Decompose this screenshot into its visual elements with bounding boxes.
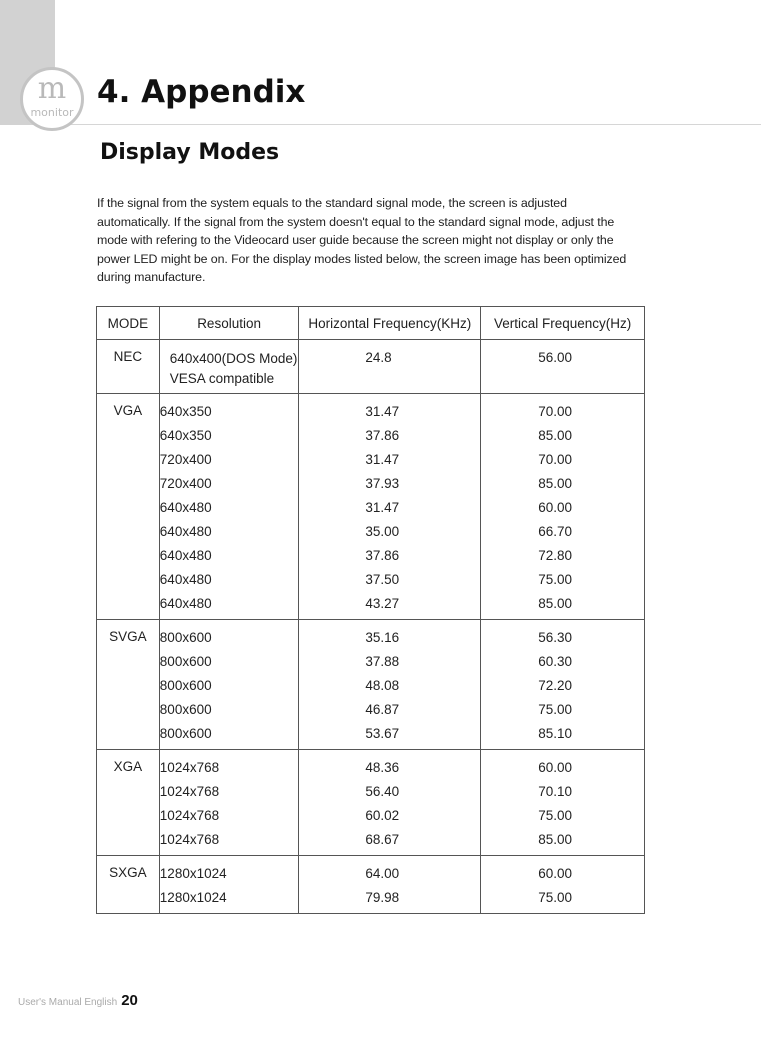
resolution: 720x400 bbox=[159, 452, 212, 467]
vfreq-value: 72.80 bbox=[538, 548, 573, 563]
header-horizontal-frequency: Horizontal Frequency(KHz) bbox=[299, 307, 481, 340]
resolution: 640x480 bbox=[159, 524, 212, 539]
vfreq-value: 70.00 bbox=[538, 452, 573, 467]
mode-cell: XGA bbox=[97, 750, 160, 856]
hfreq-value: 64.00 bbox=[365, 866, 400, 881]
hfreq-value: 31.47 bbox=[365, 404, 400, 419]
hfreq-cell bbox=[299, 394, 481, 620]
table-row-nec bbox=[97, 340, 645, 394]
mode-cell: NEC bbox=[97, 340, 160, 394]
header-divider bbox=[55, 124, 761, 125]
hfreq-value: 48.08 bbox=[365, 678, 400, 693]
mode-cell: SVGA bbox=[97, 620, 160, 750]
table-row-sxga bbox=[97, 856, 645, 914]
hfreq-cell bbox=[299, 620, 481, 750]
resolution: 800x600 bbox=[159, 726, 212, 741]
hfreq-value: 24.8 bbox=[365, 350, 392, 365]
table-row-vga bbox=[97, 394, 645, 620]
header-vertical-frequency: Vertical Frequency(Hz) bbox=[481, 307, 645, 340]
vfreq-value: 60.30 bbox=[538, 654, 573, 669]
table-row-xga bbox=[97, 750, 645, 856]
vfreq-cell bbox=[481, 394, 645, 620]
vfreq-value: 60.00 bbox=[538, 760, 573, 775]
resolution: 640x480 bbox=[159, 548, 212, 563]
hfreq-value: 43.27 bbox=[365, 596, 400, 611]
hfreq-value: 31.47 bbox=[365, 452, 400, 467]
vfreq-value: 75.00 bbox=[538, 890, 573, 905]
vfreq-cell bbox=[481, 856, 645, 914]
intro-paragraph: If the signal from the system equals to the standard signal mode, the screen is adjusted automatically. If the signal from the system doesn't equal to the standard signal mode, adjust the mode with refering to the Videocard user guide because the screen might not display or only the power LED might be on. For the display modes listed below, the screen image has been optimized during manufacture. bbox=[97, 196, 627, 285]
logo-word: monitor bbox=[30, 106, 74, 119]
resolution: 800x600 bbox=[159, 678, 212, 693]
resolution-cell bbox=[159, 394, 299, 620]
header-resolution: Resolution bbox=[159, 307, 299, 340]
resolution: 1024x768 bbox=[159, 784, 220, 799]
vfreq-cell bbox=[481, 750, 645, 856]
resolution: 640x480 bbox=[159, 596, 212, 611]
hfreq-cell bbox=[299, 750, 481, 856]
hfreq-value: 35.00 bbox=[365, 524, 400, 539]
hfreq-value: 53.67 bbox=[365, 726, 400, 741]
resolution: 1024x768 bbox=[159, 808, 220, 823]
resolution-cell bbox=[159, 340, 299, 394]
resolution: 1024x768 bbox=[159, 832, 220, 847]
hfreq-cell bbox=[299, 856, 481, 914]
resolution: 800x600 bbox=[159, 630, 212, 645]
mode-cell: VGA bbox=[97, 394, 160, 620]
vfreq-value: 70.10 bbox=[538, 784, 573, 799]
footer-label: User's Manual English bbox=[18, 997, 118, 1008]
resolution: 800x600 bbox=[159, 654, 212, 669]
resolution: 720x400 bbox=[159, 476, 212, 491]
page-footer bbox=[18, 992, 138, 1009]
hfreq-value: 79.98 bbox=[365, 890, 400, 905]
hfreq-value: 37.93 bbox=[365, 476, 400, 491]
resolution-line: 640x400(DOS Mode) bbox=[169, 351, 298, 366]
monitor-logo bbox=[20, 67, 84, 131]
hfreq-value: 48.36 bbox=[365, 760, 400, 775]
hfreq-value: 31.47 bbox=[365, 500, 400, 515]
chapter-title: 4. Appendix bbox=[97, 74, 306, 110]
vfreq-value: 85.00 bbox=[538, 476, 573, 491]
resolution: 640x350 bbox=[159, 428, 212, 443]
hfreq-value: 37.88 bbox=[365, 654, 400, 669]
vfreq-value: 56.30 bbox=[538, 630, 573, 645]
resolution: 800x600 bbox=[159, 702, 212, 717]
resolution-cell bbox=[159, 750, 299, 856]
resolution: 640x350 bbox=[159, 404, 212, 419]
hfreq-value: 56.40 bbox=[365, 784, 400, 799]
mode-cell: SXGA bbox=[97, 856, 160, 914]
vfreq-value: 85.00 bbox=[538, 428, 573, 443]
table-header-row bbox=[97, 307, 645, 340]
hfreq-value: 37.50 bbox=[365, 572, 400, 587]
vfreq-value: 85.00 bbox=[538, 832, 573, 847]
hfreq-value: 68.67 bbox=[365, 832, 400, 847]
page-number: 20 bbox=[121, 992, 138, 1009]
hfreq-value: 60.02 bbox=[365, 808, 400, 823]
resolution: 1280x1024 bbox=[159, 866, 227, 881]
vfreq-cell bbox=[481, 340, 645, 394]
resolution: 640x480 bbox=[159, 572, 212, 587]
vfreq-value: 60.00 bbox=[538, 866, 573, 881]
resolution-cell bbox=[159, 620, 299, 750]
vfreq-value: 66.70 bbox=[538, 524, 573, 539]
section-title: Display Modes bbox=[100, 140, 280, 165]
resolution-cell bbox=[159, 856, 299, 914]
hfreq-value: 37.86 bbox=[365, 548, 400, 563]
vfreq-value: 75.00 bbox=[538, 808, 573, 823]
hfreq-value: 37.86 bbox=[365, 428, 400, 443]
logo-letter: m bbox=[37, 71, 67, 106]
vfreq-value: 70.00 bbox=[538, 404, 573, 419]
vfreq-value: 75.00 bbox=[538, 702, 573, 717]
resolution: 1280x1024 bbox=[159, 890, 227, 905]
vfreq-value: 85.00 bbox=[538, 596, 573, 611]
vfreq-cell bbox=[481, 620, 645, 750]
hfreq-cell bbox=[299, 340, 481, 394]
resolution: 1024x768 bbox=[159, 760, 220, 775]
resolution: 640x480 bbox=[159, 500, 212, 515]
hfreq-value: 35.16 bbox=[365, 630, 400, 645]
display-modes-table bbox=[96, 306, 645, 914]
header-mode: MODE bbox=[97, 307, 160, 340]
vfreq-value: 75.00 bbox=[538, 572, 573, 587]
vfreq-value: 56.00 bbox=[538, 350, 573, 365]
resolution-line: VESA compatible bbox=[169, 371, 275, 386]
vfreq-value: 72.20 bbox=[538, 678, 573, 693]
table-row-svga bbox=[97, 620, 645, 750]
vfreq-value: 60.00 bbox=[538, 500, 573, 515]
vfreq-value: 85.10 bbox=[538, 726, 573, 741]
hfreq-value: 46.87 bbox=[365, 702, 400, 717]
